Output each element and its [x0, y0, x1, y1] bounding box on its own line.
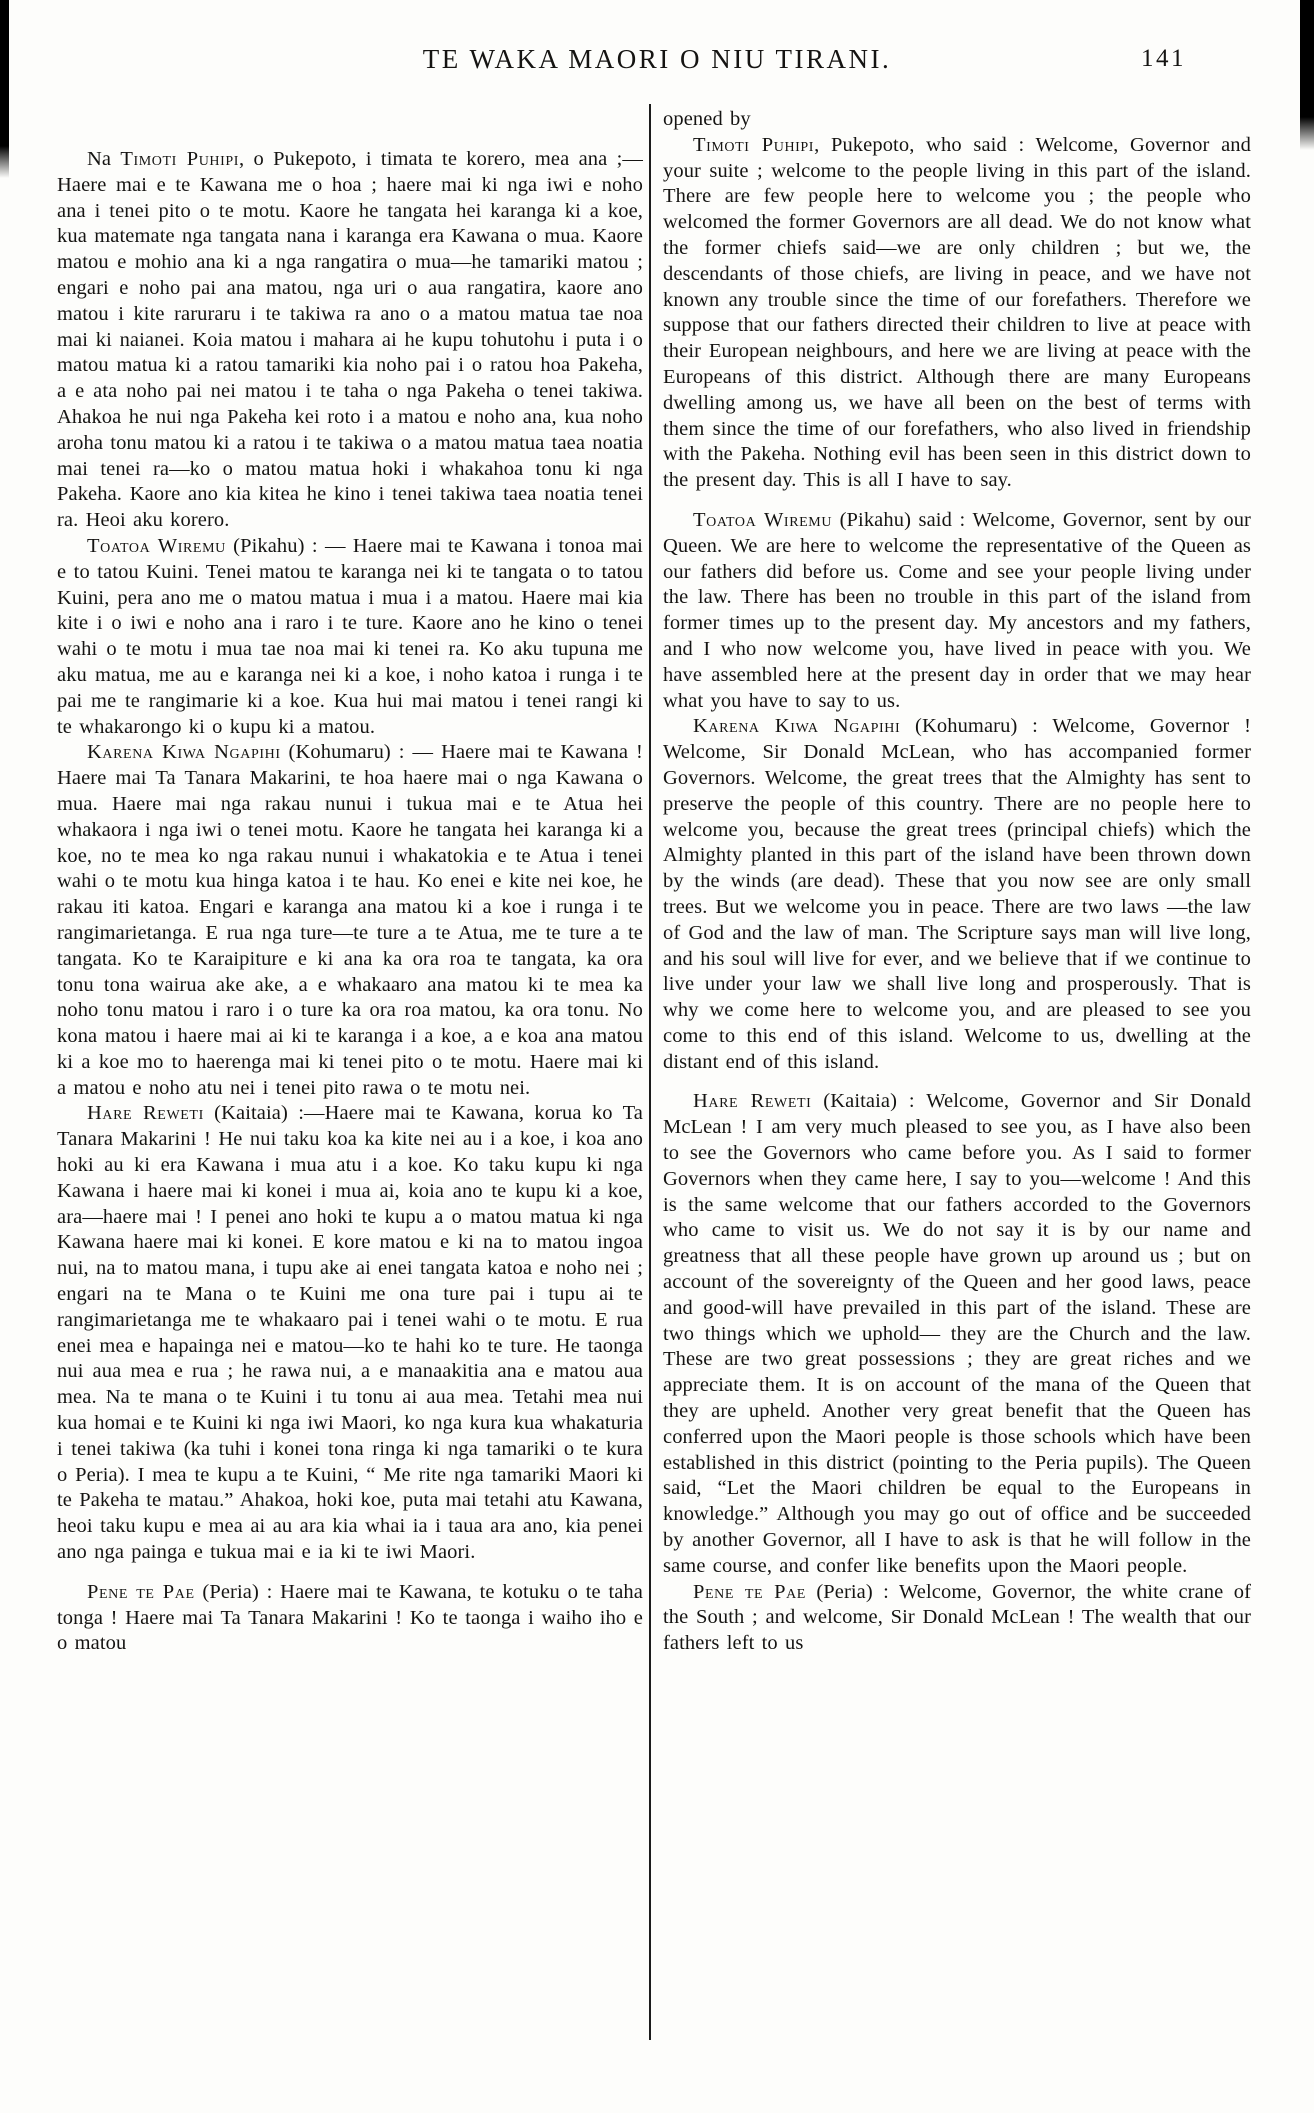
speaker-name: Toatoa Wiremu — [87, 534, 226, 557]
masthead — [0, 44, 1314, 84]
paragraph-left-2 — [57, 740, 643, 1101]
speaker-name: Pene te Pae — [693, 1580, 806, 1603]
text-segment: (Peria) : Haere mai te Kawana, te kotuku o te taha tonga ! Haere mai Ta Tanara Makarini ! Ko te taonga i waiho iho e o matou — [57, 1580, 643, 1655]
paragraph-right-0 — [663, 107, 1251, 133]
speaker-name: Timoti Puhipi — [120, 148, 240, 170]
text-segment: Na — [87, 148, 121, 170]
paragraph-right-5 — [663, 1580, 1251, 1657]
page-number: 141 — [1141, 45, 1186, 72]
speaker-name: Timoti Puhipi — [693, 133, 815, 156]
text-segment: (Kohumaru) : — Haere mai te Kawana ! Haere mai Ta Tanara Makarini, te hoa haere mai o nga Kawana o mua. Haere mai nga rakau nunui i tukua mai e te Atua hei whakaora i nga iwi o tenei motu. Kaore he tangata hei karanga ki a koe, no te mea ko nga rakau nunui i whakatokia e te Atua i tenei wahi o te motu kua hinga katoa i te hau. Ko enei e kite nei koe, he rakau iti katoa. Engari e karanga ana matou ki a koe i runga i te rangimarietanga. E rua nga ture—te ture a te Atua, me te ture a te tangata. Ko te Karaipiture e ki ana ka ora roa te tangata, ka ora tonu tona wairua ake ake, a e whakaaro ana matou ki te mea ka noho tonu matou i raro i o ture ka ora roa matou, ka ora tonu. No kona matou i haere mai ai ki te karanga i a koe, a e koa ana matou ki a koe mo to haerenga mai ki tenei pito o te motu. Haere mai ki a matou e noho atu nei i tenei pito rawa o te motu nei. — [57, 741, 643, 1099]
speaker-name: Pene te Pae — [87, 1580, 195, 1603]
text-segment: opened by — [663, 108, 751, 130]
paragraph-left-4 — [57, 1580, 643, 1657]
paragraph-left-1 — [57, 534, 643, 740]
text-segment: (Pikahu) : — Haere mai te Kawana i tonoa mai e to tatou Kuini. Tenei matou te karanga nei ki te tangata o to tatou Kuini, pera ano me o matou matua i mua i a matou. Haere mai kia kite i o iwi e noho ana i raro i te ture. Kaore ano he kino o tenei wahi o te motu i mua tae noa mai ki tenei ra. Ko aku tupuna me aku matua, me au e karanga nei ki a koe, i noho katoa i runga i te pai me te rangimarie ki a koe. Kua hui mai matou i tenei rangi ki te whakarongo ki o kupu ki a matou. — [57, 534, 643, 738]
paragraph-left-0 — [57, 147, 643, 534]
page-title: TE WAKA MAORI O NIU TIRANI. — [422, 44, 892, 74]
speaker-name: Hare Reweti — [87, 1102, 204, 1125]
speaker-name: Toatoa Wiremu — [693, 508, 833, 531]
paragraph-right-3 — [663, 714, 1251, 1075]
column-divider — [649, 104, 651, 2040]
speaker-name: Karena Kiwa Ngapihi — [87, 741, 281, 764]
text-segment: (Peria) : Welcome, Governor, the white crane of the South ; and welcome, Sir Donald McLean ! The wealth that our fathers left to us — [663, 1580, 1251, 1655]
paragraph-right-1 — [663, 133, 1251, 494]
column-english-text — [663, 107, 1251, 1657]
column-maori-text — [57, 147, 643, 1657]
text-segment: (Kaitaia) :—Haere mai te Kawana, korua ko Ta Tanara Makarini ! He nui taku koa ka kite nei au i a koe, i koa ano hoki au ki era Kawana i mua atu i a koe. Ko taku kupu ki nga Kawana i haere mai ki konei i mua ai, koia ano te kupu ki a koe, ara—haere mai ! I penei ano hoki te kupu a o matou matua ki nga Kawana haere mai ki konei. E kore matou e ki na to matou ingoa nui, na to matou mana, i tupu ake ai enei tangata katoa e noho nei ; engari na te Mana o te Kuini me ona ture pai i tupu ai te rangimarietanga me te whakaaro pai i tenei wahi o te motu. E rua enei mea e hapainga nei e matou—ko te hahi ko te ture. He taonga nui aua mea e rua ; he rawa nui, a e manaakitia ana e matou aua mea. Na te mana o te Kuini i tu tonu ai aua mea. Tetahi mea nui kua homai e te Kuini ki nga iwi Maori, ko nga kura kua whakaturia i tenei takiwa (ka tuhi i konei tona ringa ki nga tamariki o te kura o Peria). I mea te kupu a te Kuini, “ Me rite nga tamariki Maori ki te Pakeha te matau.” Ahakoa, hoki koe, puta mai tetahi atu Kawana, heoi taku kupu e mea ai au ara kia whai ia i taua ara ano, kia penei ano nga painga e tukua mai e ia ki te iwi Maori. — [57, 1102, 643, 1564]
text-segment: , Pukepoto, who said : Welcome, Governor and your suite ; welcome to the people living in this part of the island. There are few people here to welcome you ; the people who welcomed the former Governors are all dead. We do not know what the former chiefs said—we are only children ; but we, the descendants of those chiefs, are living in peace, and we have not known any trouble since the time of our forefathers. Therefore we suppose that our fathers directed their children to live at peace with their European neighbours, and here we are living at peace with the Europeans of this district. Although there are many Europeans dwelling among us, we have all been on the best of terms with them since the time of our forefathers, who also lived in friendship with the Pakeha. Nothing evil has been seen in this district down to the present day. This is all I have to say. — [663, 133, 1251, 492]
speaker-name: Hare Reweti — [693, 1090, 812, 1113]
text-segment: , o Pukepoto, i timata te korero, mea ana ;—Haere mai e te Kawana me o hoa ; haere mai ki nga iwi e noho ana i tenei pito o te motu. Kaore he tangata hei karanga ki a koe, kua matemate nga tangata nana i karanga era Kawana o mua. Kaore matou e mohio ana ki a nga rangatira o mua—he tamariki matou ; engari e noho pai ana matou, nga uri o aua rangatira, kaore ano matou i kite raruraru i te takiwa ra ano o a matou matua tae noa mai ki naianei. Koia matou i mahara ai he kupu tohutohu i puta i o matou matua ki a ratou tamariki kia noho pai i o ratou hoa Pakeha, a e ata noho pai nei matou i te taha o nga Pakeha o tenei takiwa. Ahakoa he nui nga Pakeha kei roto i a matou e noho ana, kua noho aroha tonu matou ki a ratou i te takiwa o a matou matua taea noatia mai tenei ra—ko o matou matua hoki i whakahoa tonu ki nga Pakeha. Kaore ano kia kitea he kino i tenei takiwa taea noatia tenei ra. Heoi aku korero. — [57, 148, 643, 532]
scan-edge-artifact-left — [0, 0, 9, 178]
text-segment: (Kaitaia) : Welcome, Governor and Sir Donald McLean ! I am very much pleased to see you, as I have also been to see the Governors who came before you. As I said to former Governors when they came here, I say to you—welcome ! And this is the same welcome that our fathers accorded to the Governors who came to visit us. We do not say it is by our name and greatness that all these people have grown up around us ; but on account of the sovereignty of the Queen and her good laws, peace and good-will have prevailed in this part of the island. These are two things which we uphold— they are the Church and the law. These are two great possessions ; they are great riches and we appreciate them. It is on account of the mana of the Queen that they are upheld. Another very great benefit that the Queen has conferred upon the Maori people is those schools which have been established in this district (pointing to the Peria pupils). The Queen said, “Let the Maori children be equal to the Europeans in knowledge.” Although you may go out of office and be succeeded by another Governor, all I have to ask is that he will follow in the same course, and confer like benefits upon the Maori people. — [663, 1090, 1252, 1577]
paragraph-left-3 — [57, 1101, 643, 1565]
speaker-name: Karena Kiwa Ngapihi — [693, 715, 901, 738]
text-segment: (Pikahu) said : Welcome, Governor, sent by our Queen. We are here to welcome the representative of the Queen as our fathers did before us. Come and see your people living under the law. There has been no trouble in this part of the island from former times up to the present day. My ancestors and my fathers, and I who now welcome you, have lived in peace with you. We have assembled here at the present day in order that we may hear what you have to say to us. — [663, 508, 1251, 712]
text-segment: (Kohumaru) : Welcome, Governor ! Welcome, Sir Donald McLean, who has accompanied former Governors. Welcome, the great trees that the Almighty has sent to preserve the people of this country. There are no people here to welcome you, because the great trees (principal chiefs) which the Almighty planted in this part of the island have been thrown down by the winds (are dead). These that you now see are only small trees. But we welcome you in peace. There are two laws —the law of God and the law of man. The Scripture says man will live long, and his soul will live for ever, and we believe that if we continue to live under your law we shall live long and prosperously. That is why we come here to welcome you, and are pleased to see you come to this end of this island. Welcome to us, dwelling at the distant end of this island. — [663, 715, 1251, 1073]
paragraph-right-4 — [663, 1089, 1251, 1579]
paragraph-right-2 — [663, 508, 1251, 714]
